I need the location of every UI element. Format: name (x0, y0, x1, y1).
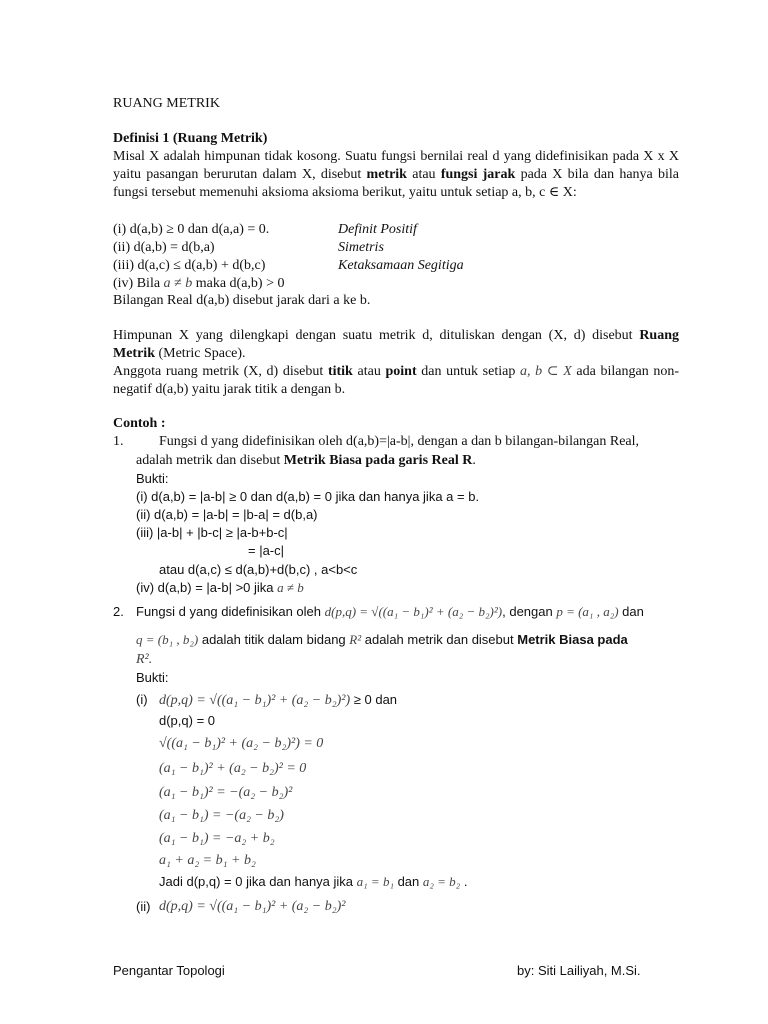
distance-formula: d(p,q) = √((a₁ − b₁)² + (a₂ − b₂)²) (324, 604, 503, 619)
definition-text: Misal X adalah himpunan tidak kosong. Suatu fungsi bernilai real d yang didefinisikan pada X x X yaitu pasangan berurutan dalam X, disebut (113, 149, 679, 182)
example-2-proof-ii: d(p,q) = √((a₁ − b₁)² + (a₂ − b₂)² (159, 899, 346, 914)
example-1-text: . (472, 453, 476, 468)
term-metrik-biasa-r2: Metrik Biasa pada (517, 632, 628, 647)
example-1-proof-iii: (iii) |a-b| + |b-c| ≥ |a-b+b-c| (136, 525, 288, 540)
example-2-proof-ii-label: (ii) (136, 899, 151, 914)
example-2-line1 (136, 603, 644, 621)
example-2-text: ≥ 0 dan (350, 692, 398, 707)
definition-heading: Definisi 1 (Ruang Metrik) (113, 131, 268, 146)
inline-math: R² (349, 632, 362, 647)
axiom-ii-name: Simetris (338, 240, 384, 255)
axiom-iv-text: maka d(a,b) > 0 (192, 276, 285, 291)
derivation-step: (a₁ − b₁)² = −(a₂ − b₂)² (159, 785, 293, 800)
example-1-proof-iii-b: = |a-c| (248, 543, 285, 558)
inline-math: a ≠ b (277, 580, 304, 595)
axiom-i-name: Definit Positif (338, 222, 417, 237)
example-2-line2 (136, 631, 628, 649)
jarak-definition: Bilangan Real d(a,b) disebut jarak dari a ke b. (113, 293, 371, 308)
example-2-text: dan (618, 604, 644, 619)
derivation-step: √((a₁ − b₁)² + (a₂ − b₂)²) = 0 (159, 736, 324, 751)
example-2-text: adalah metrik dan disebut (361, 632, 518, 647)
paragraph-text: Himpunan X yang dilengkapi dengan suatu metrik d, dituliskan dengan (X, d) disebut (113, 328, 640, 343)
example-2-text: Fungsi d yang didefinisikan oleh (136, 604, 325, 619)
footer-author: by: Siti Lailiyah, M.Si. (517, 963, 641, 978)
paragraph-text: atau (352, 364, 386, 379)
example-1-bukti: Bukti: (136, 471, 169, 486)
definition-text: pada X bila dan hanya bila fungsi tersebut memenuhi aksioma aksioma berikut, yaitu untuk setiap a, b, c ∈ X: (113, 167, 680, 200)
axiom-iv-math: a ≠ b (163, 276, 193, 291)
derivation-step: a₁ + a₂ = b₁ + b₂ (159, 853, 256, 868)
derivation-step: (a₁ − b₁) = −a₂ + b₂ (159, 831, 275, 846)
example-2-line3: R². (136, 652, 153, 667)
example-1-text: adalah metrik dan disebut (136, 453, 284, 468)
example-2-text: . (460, 874, 468, 889)
example-2-proof-i-label: (i) (136, 692, 148, 707)
distance-formula: d(p,q) = √((a₁ − b₁)² + (a₂ − b₂)²) (159, 693, 351, 708)
derivation-step: (a₁ − b₁) = −(a₂ − b₂) (159, 808, 284, 823)
example-1-number: 1. (113, 434, 124, 449)
axiom-i: (i) d(a,b) ≥ 0 dan d(a,a) = 0. (113, 222, 270, 237)
term-point: point (385, 364, 417, 379)
inline-math: a, b ⊂ X (520, 364, 572, 379)
paragraph-text: Anggota ruang metrik (X, d) disebut (113, 364, 328, 379)
contoh-heading: Contoh : (113, 416, 166, 431)
paragraph-text: dan untuk setiap (416, 364, 520, 379)
axiom-iii: (iii) d(a,c) ≤ d(a,b) + d(b,c) (113, 258, 266, 273)
paragraph-text: ada bilangan non-negatif d(a,b) yaitu jarak titik a dengan b. (113, 364, 680, 397)
term-metrik-biasa-real: Metrik Biasa pada garis Real R (283, 453, 473, 468)
point-p: p = (a₁ , a₂) (556, 604, 619, 619)
example-1-proof-i: (i) d(a,b) = |a-b| ≥ 0 dan d(a,b) = 0 jika dan hanya jika a = b. (136, 489, 480, 504)
example-2-number: 2. (113, 604, 124, 619)
point-q: q = (b₁ , b₂) (136, 632, 199, 647)
axiom-iv (113, 275, 285, 293)
term-titik: titik (327, 364, 353, 379)
axiom-ii: (ii) d(a,b) = d(b,a) (113, 240, 215, 255)
example-1-text: (iv) d(a,b) = |a-b| >0 jika (136, 580, 278, 595)
example-2-conclusion (159, 873, 467, 891)
paragraph-text: (Metric Space). (154, 346, 246, 361)
example-2-text: adalah titik dalam bidang (198, 632, 350, 647)
example-1-proof-iii-c: atau d(a,c) ≤ d(a,b)+d(b,c) , a<b<c (159, 562, 358, 577)
anggota-paragraph (113, 363, 679, 399)
example-2-proof-i (159, 691, 397, 710)
page-title: RUANG METRIK (113, 96, 220, 111)
example-1-line2 (136, 452, 476, 470)
ruang-metrik-paragraph (113, 327, 679, 363)
inline-math: a₂ = b₂ (422, 874, 461, 889)
footer-course-title: Pengantar Topologi (113, 963, 225, 978)
axiom-iii-name: Ketaksamaan Segitiga (338, 258, 464, 273)
inline-math: a₁ = b₁ (356, 874, 394, 889)
example-2-text: Jadi d(p,q) = 0 jika dan hanya jika (159, 874, 357, 889)
term-ruang-metrik: Ruang Metrik (113, 328, 679, 361)
example-1-line1: Fungsi d yang didefinisikan oleh d(a,b)=|a-b|, dengan a dan b bilangan-bilangan Real, (159, 434, 640, 449)
example-1-proof-ii: (ii) d(a,b) = |a-b| = |b-a| = d(b,a) (136, 507, 318, 522)
term-metrik: metrik (366, 167, 407, 182)
example-2-text: , dengan (502, 604, 557, 619)
example-2-text: dan (393, 874, 423, 889)
term-fungsi-jarak: fungsi jarak (440, 167, 516, 182)
definition-paragraph (113, 148, 679, 202)
example-2-bukti: Bukti: (136, 670, 169, 685)
derivation-step: (a₁ − b₁)² + (a₂ − b₂)² = 0 (159, 761, 307, 776)
axiom-iv-text: (iv) Bila (113, 276, 164, 291)
example-2-proof-i-line2: d(p,q) = 0 (159, 713, 216, 728)
definition-text: atau (406, 167, 441, 182)
example-1-proof-iv (136, 579, 304, 597)
